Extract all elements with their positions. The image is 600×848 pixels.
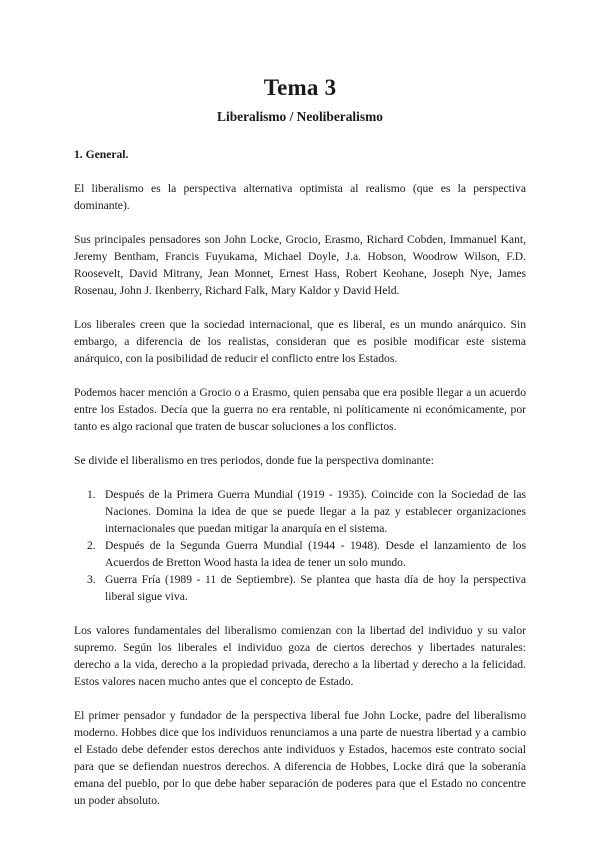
document-title: Tema 3 [263, 75, 337, 100]
list-item-number: 2. [87, 539, 96, 552]
list-item-text: Guerra Fría (1989 - 11 de Septiembre). Se plantea que hasta día de hoy la perspectiva liberal sigue viva. [105, 573, 526, 603]
section-heading: 1. General. [74, 148, 129, 161]
list-item-text: Después de la Primera Guerra Mundial (1919 - 1935). Coincide con la Sociedad de las Naciones. Domina la idea de que se puede llegar a la paz y establecer organizaciones internacionales que puedan mitigar la anarquía en el sistema. [105, 488, 526, 535]
paragraph: Se divide el liberalismo en tres periodos, donde fue la perspectiva dominante: [74, 454, 434, 467]
paragraph: Los liberales creen que la sociedad internacional, que es liberal, es un mundo anárquico. Sin embargo, a diferencia de los realistas, consideran que es posible modificar este sistema anárquico, con la posibilidad de reducir el conflicto entre los Estados. [74, 318, 526, 365]
paragraph: Los valores fundamentales del liberalismo comienzan con la libertad del individuo y su valor supremo. Según los liberales el individuo goza de ciertos derechos y libertades naturales: derecho a la vida, derecho a la propiedad privada, derecho a la libertad y derecho a la felicidad. Estos valores nacen mucho antes que el concepto de Estado. [74, 624, 526, 688]
paragraph: Sus principales pensadores son John Locke, Grocio, Erasmo, Richard Cobden, Immanuel Kant, Jeremy Bentham, Francis Fuyukama, Michael Doyle, J.a. Hobson, Woodrow Wilson, F.D. Roosevelt, David Mitrany, Jean Monnet, Ernest Hass, Robert Keohane, Joseph Nye, James Rosenau, John J. Ikenberry, Richard Falk, Mary Kaldor y David Held. [74, 233, 526, 297]
list-item-number: 1. [87, 488, 96, 501]
list-item [74, 486, 526, 537]
paragraph: Podemos hacer mención a Grocio o a Erasmo, quien pensaba que era posible llegar a un acuerdo entre los Estados. Decía que la guerra no era rentable, ni políticamente ni económicamente, por tanto es algo racional que traten de buscar soluciones a los conflictos. [74, 386, 526, 433]
document-content [74, 74, 526, 809]
document-subtitle: Liberalismo / Neoliberalismo [217, 109, 383, 124]
list-item [74, 571, 526, 605]
paragraph: El liberalismo es la perspectiva alternativa optimista al realismo (que es la perspectiva dominante). [74, 182, 526, 212]
list-item [74, 537, 526, 571]
list-item-number: 3. [87, 573, 96, 586]
periods-list [74, 486, 526, 605]
list-item-text: Después de la Segunda Guerra Mundial (1944 - 1948). Desde el lanzamiento de los Acuerdos de Bretton Wood hasta la idea de tener un solo mundo. [105, 539, 526, 569]
paragraph: El primer pensador y fundador de la perspectiva liberal fue John Locke, padre del liberalismo moderno. Hobbes dice que los individuos renunciamos a una parte de nuestra libertad y a cambio el Estado debe defender estos derechos ante individuos y Estados, hacemos este contrato social para que se defiendan nuestros derechos. A diferencia de Hobbes, Locke dirá que la soberanía emana del pueblo, por lo que debe haber separación de poderes para que el Estado no concentre un poder absoluto. [74, 709, 526, 807]
